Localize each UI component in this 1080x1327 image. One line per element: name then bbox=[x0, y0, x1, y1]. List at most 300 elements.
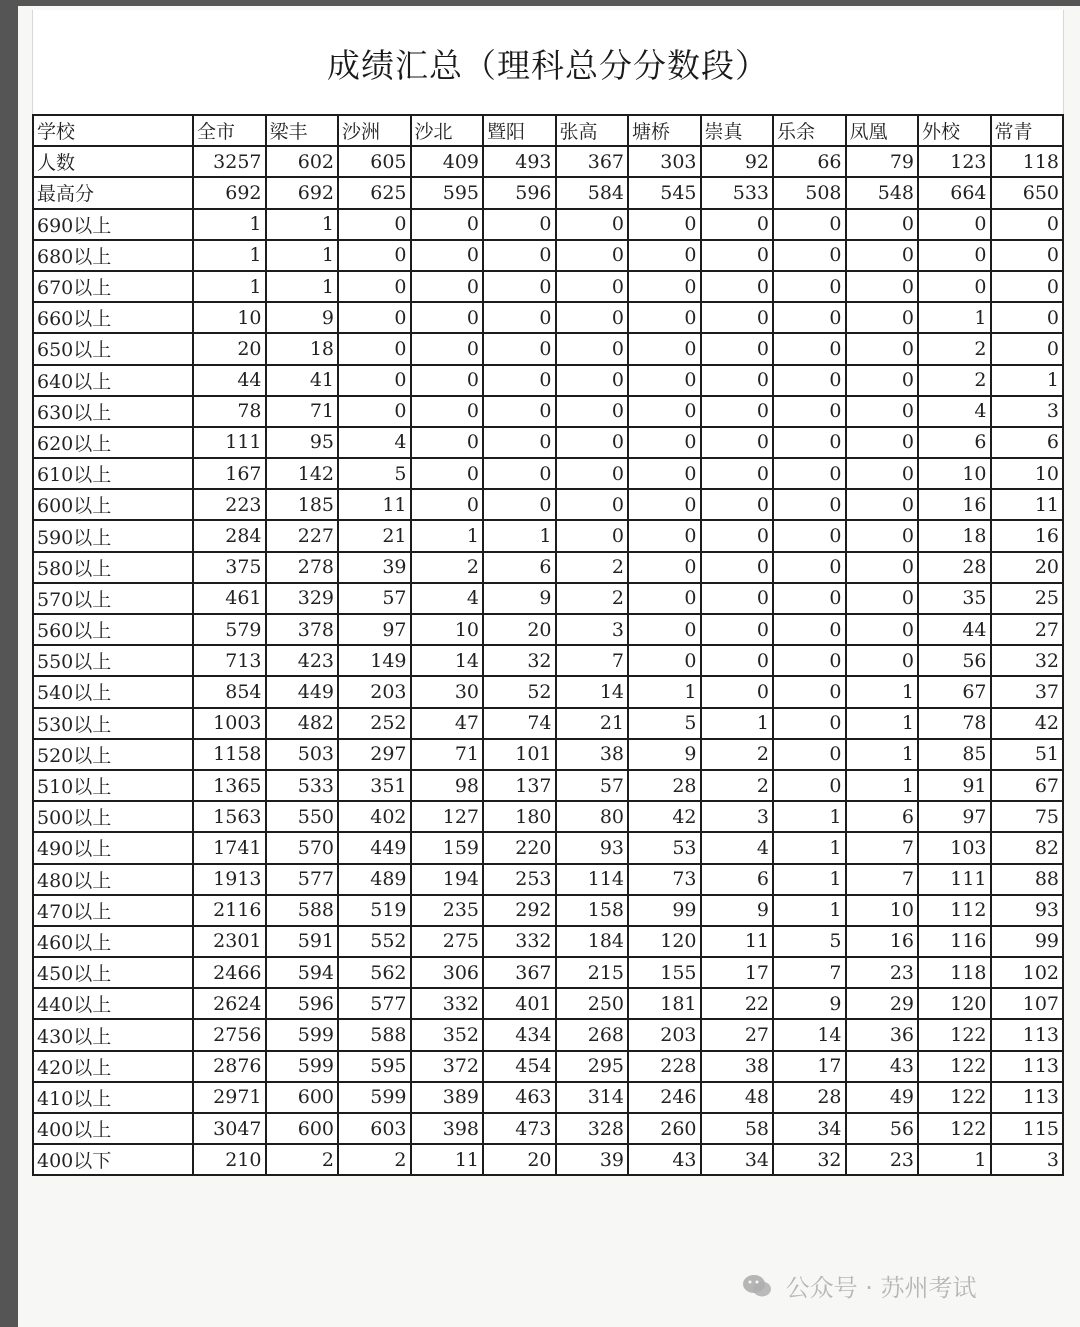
table-cell: 38 bbox=[556, 739, 629, 770]
table-cell: 0 bbox=[991, 302, 1064, 333]
table-cell: 0 bbox=[483, 396, 556, 427]
column-header: 崇真 bbox=[701, 115, 774, 146]
column-header-school: 学校 bbox=[33, 115, 193, 146]
table-cell: 548 bbox=[846, 177, 919, 208]
table-cell: 2 bbox=[556, 583, 629, 614]
table-cell: 389 bbox=[411, 1082, 484, 1113]
table-row bbox=[33, 365, 1063, 396]
table-cell: 2876 bbox=[193, 1051, 266, 1082]
table-cell: 0 bbox=[846, 396, 919, 427]
table-cell: 111 bbox=[193, 427, 266, 458]
row-label: 470以上 bbox=[33, 895, 193, 926]
table-cell: 1 bbox=[193, 240, 266, 271]
table-cell: 0 bbox=[411, 302, 484, 333]
table-cell: 29 bbox=[846, 988, 919, 1019]
table-cell: 1 bbox=[991, 365, 1064, 396]
table-cell: 0 bbox=[556, 240, 629, 271]
table-cell: 10 bbox=[991, 458, 1064, 489]
table-cell: 1741 bbox=[193, 832, 266, 863]
table-cell: 56 bbox=[918, 645, 991, 676]
table-cell: 23 bbox=[846, 1144, 919, 1175]
table-cell: 0 bbox=[701, 645, 774, 676]
table-cell: 32 bbox=[991, 645, 1064, 676]
table-cell: 0 bbox=[701, 427, 774, 458]
row-label: 460以上 bbox=[33, 926, 193, 957]
table-cell: 0 bbox=[411, 427, 484, 458]
table-row bbox=[33, 209, 1063, 240]
table-cell: 120 bbox=[628, 926, 701, 957]
table-cell: 82 bbox=[991, 832, 1064, 863]
row-label: 630以上 bbox=[33, 396, 193, 427]
table-cell: 127 bbox=[411, 801, 484, 832]
table-cell: 0 bbox=[411, 396, 484, 427]
table-cell: 113 bbox=[991, 1019, 1064, 1050]
table-cell: 11 bbox=[991, 489, 1064, 520]
table-cell: 692 bbox=[193, 177, 266, 208]
table-cell: 328 bbox=[556, 1113, 629, 1144]
table-cell: 0 bbox=[483, 458, 556, 489]
document-title: 成绩汇总（理科总分分数段） bbox=[327, 46, 769, 85]
table-cell: 101 bbox=[483, 739, 556, 770]
table-cell: 44 bbox=[193, 365, 266, 396]
row-label: 690以上 bbox=[33, 209, 193, 240]
table-cell: 0 bbox=[628, 240, 701, 271]
table-cell: 42 bbox=[628, 801, 701, 832]
table-cell: 579 bbox=[193, 614, 266, 645]
table-cell: 0 bbox=[411, 365, 484, 396]
table-cell: 16 bbox=[918, 489, 991, 520]
table-cell: 599 bbox=[266, 1051, 339, 1082]
table-cell: 47 bbox=[411, 708, 484, 739]
table-cell: 0 bbox=[846, 614, 919, 645]
table-cell: 0 bbox=[556, 520, 629, 551]
table-cell: 0 bbox=[846, 365, 919, 396]
table-cell: 92 bbox=[701, 146, 774, 177]
table-cell: 588 bbox=[266, 895, 339, 926]
table-cell: 10 bbox=[411, 614, 484, 645]
table-cell: 0 bbox=[483, 302, 556, 333]
table-row bbox=[33, 708, 1063, 739]
table-cell: 11 bbox=[701, 926, 774, 957]
table-cell: 181 bbox=[628, 988, 701, 1019]
table-row bbox=[33, 645, 1063, 676]
table-cell: 1 bbox=[193, 209, 266, 240]
table-cell: 14 bbox=[556, 676, 629, 707]
table-cell: 4 bbox=[338, 427, 411, 458]
table-row bbox=[33, 988, 1063, 1019]
table-cell: 2 bbox=[411, 552, 484, 583]
table-cell: 2 bbox=[918, 333, 991, 364]
table-cell: 306 bbox=[411, 957, 484, 988]
table-cell: 0 bbox=[701, 458, 774, 489]
table-row bbox=[33, 614, 1063, 645]
table-cell: 1 bbox=[266, 271, 339, 302]
table-cell: 0 bbox=[701, 302, 774, 333]
table-cell: 1 bbox=[411, 520, 484, 551]
table-cell: 51 bbox=[991, 739, 1064, 770]
column-header: 沙洲 bbox=[338, 115, 411, 146]
table-row bbox=[33, 1144, 1063, 1175]
row-label: 400以下 bbox=[33, 1144, 193, 1175]
table-cell: 0 bbox=[338, 209, 411, 240]
table-cell: 67 bbox=[991, 770, 1064, 801]
table-cell: 0 bbox=[411, 489, 484, 520]
table-cell: 6 bbox=[991, 427, 1064, 458]
row-label: 650以上 bbox=[33, 333, 193, 364]
table-cell: 3 bbox=[991, 396, 1064, 427]
table-cell: 0 bbox=[556, 427, 629, 458]
row-label: 600以上 bbox=[33, 489, 193, 520]
table-cell: 1 bbox=[266, 209, 339, 240]
table-cell: 332 bbox=[483, 926, 556, 957]
table-cell: 159 bbox=[411, 832, 484, 863]
table-cell: 692 bbox=[266, 177, 339, 208]
table-cell: 0 bbox=[483, 240, 556, 271]
table-cell: 378 bbox=[266, 614, 339, 645]
table-row bbox=[33, 895, 1063, 926]
table-row bbox=[33, 396, 1063, 427]
table-cell: 297 bbox=[338, 739, 411, 770]
table-cell: 99 bbox=[991, 926, 1064, 957]
table-cell: 9 bbox=[701, 895, 774, 926]
table-cell: 0 bbox=[411, 240, 484, 271]
row-label: 670以上 bbox=[33, 271, 193, 302]
row-label: 550以上 bbox=[33, 645, 193, 676]
table-cell: 0 bbox=[483, 333, 556, 364]
table-cell: 184 bbox=[556, 926, 629, 957]
table-cell: 2624 bbox=[193, 988, 266, 1019]
table-cell: 2 bbox=[701, 770, 774, 801]
table-cell: 2756 bbox=[193, 1019, 266, 1050]
table-cell: 1 bbox=[846, 739, 919, 770]
table-cell: 351 bbox=[338, 770, 411, 801]
table-cell: 3257 bbox=[193, 146, 266, 177]
table-cell: 246 bbox=[628, 1082, 701, 1113]
table-cell: 194 bbox=[411, 864, 484, 895]
row-label: 560以上 bbox=[33, 614, 193, 645]
table-cell: 71 bbox=[266, 396, 339, 427]
table-cell: 303 bbox=[628, 146, 701, 177]
table-cell: 0 bbox=[846, 333, 919, 364]
table-cell: 562 bbox=[338, 957, 411, 988]
table-row bbox=[33, 240, 1063, 271]
table-cell: 44 bbox=[918, 614, 991, 645]
table-cell: 596 bbox=[266, 988, 339, 1019]
row-label: 410以上 bbox=[33, 1082, 193, 1113]
table-cell: 0 bbox=[701, 676, 774, 707]
table-cell: 1913 bbox=[193, 864, 266, 895]
table-row bbox=[33, 489, 1063, 520]
table-cell: 0 bbox=[773, 489, 846, 520]
table-cell: 10 bbox=[193, 302, 266, 333]
table-cell: 278 bbox=[266, 552, 339, 583]
table-cell: 0 bbox=[483, 271, 556, 302]
table-cell: 149 bbox=[338, 645, 411, 676]
table-cell: 1 bbox=[773, 864, 846, 895]
table-cell: 18 bbox=[918, 520, 991, 551]
table-cell: 220 bbox=[483, 832, 556, 863]
table-cell: 0 bbox=[556, 489, 629, 520]
table-cell: 122 bbox=[918, 1082, 991, 1113]
table-cell: 0 bbox=[773, 396, 846, 427]
table-cell: 123 bbox=[918, 146, 991, 177]
table-row bbox=[33, 926, 1063, 957]
table-cell: 1 bbox=[918, 1144, 991, 1175]
table-cell: 0 bbox=[773, 770, 846, 801]
row-label: 480以上 bbox=[33, 864, 193, 895]
row-label: 450以上 bbox=[33, 957, 193, 988]
table-cell: 7 bbox=[846, 864, 919, 895]
table-cell: 114 bbox=[556, 864, 629, 895]
table-cell: 352 bbox=[411, 1019, 484, 1050]
table-cell: 508 bbox=[773, 177, 846, 208]
table-cell: 227 bbox=[266, 520, 339, 551]
row-label: 610以上 bbox=[33, 458, 193, 489]
table-cell: 0 bbox=[773, 427, 846, 458]
table-cell: 0 bbox=[846, 209, 919, 240]
table-cell: 260 bbox=[628, 1113, 701, 1144]
table-cell: 0 bbox=[991, 333, 1064, 364]
table-cell: 0 bbox=[773, 302, 846, 333]
table-cell: 4 bbox=[411, 583, 484, 614]
table-cell: 0 bbox=[846, 489, 919, 520]
table-cell: 120 bbox=[918, 988, 991, 1019]
table-cell: 9 bbox=[628, 739, 701, 770]
table-cell: 30 bbox=[411, 676, 484, 707]
table-cell: 713 bbox=[193, 645, 266, 676]
table-cell: 268 bbox=[556, 1019, 629, 1050]
table-cell: 595 bbox=[411, 177, 484, 208]
table-cell: 329 bbox=[266, 583, 339, 614]
table-cell: 215 bbox=[556, 957, 629, 988]
table-cell: 99 bbox=[628, 895, 701, 926]
table-cell: 5 bbox=[628, 708, 701, 739]
row-label: 570以上 bbox=[33, 583, 193, 614]
table-cell: 142 bbox=[266, 458, 339, 489]
table-cell: 98 bbox=[411, 770, 484, 801]
table-cell: 599 bbox=[338, 1082, 411, 1113]
table-cell: 599 bbox=[266, 1019, 339, 1050]
table-cell: 552 bbox=[338, 926, 411, 957]
table-row bbox=[33, 552, 1063, 583]
table-cell: 28 bbox=[918, 552, 991, 583]
table-cell: 210 bbox=[193, 1144, 266, 1175]
table-cell: 1563 bbox=[193, 801, 266, 832]
table-cell: 93 bbox=[991, 895, 1064, 926]
table-cell: 0 bbox=[411, 458, 484, 489]
table-cell: 0 bbox=[628, 645, 701, 676]
table-cell: 0 bbox=[991, 209, 1064, 240]
table-cell: 2116 bbox=[193, 895, 266, 926]
table-row bbox=[33, 302, 1063, 333]
table-cell: 434 bbox=[483, 1019, 556, 1050]
table-cell: 74 bbox=[483, 708, 556, 739]
table-cell: 482 bbox=[266, 708, 339, 739]
table-cell: 95 bbox=[266, 427, 339, 458]
table-cell: 16 bbox=[991, 520, 1064, 551]
table-cell: 6 bbox=[483, 552, 556, 583]
table-cell: 3047 bbox=[193, 1113, 266, 1144]
table-cell: 0 bbox=[411, 271, 484, 302]
table-cell: 0 bbox=[483, 427, 556, 458]
table-cell: 17 bbox=[773, 1051, 846, 1082]
table-cell: 0 bbox=[556, 396, 629, 427]
row-label: 500以上 bbox=[33, 801, 193, 832]
row-label: 430以上 bbox=[33, 1019, 193, 1050]
table-cell: 625 bbox=[338, 177, 411, 208]
table-cell: 0 bbox=[846, 583, 919, 614]
table-row bbox=[33, 864, 1063, 895]
table-row bbox=[33, 146, 1063, 177]
row-label: 640以上 bbox=[33, 365, 193, 396]
table-cell: 0 bbox=[846, 645, 919, 676]
table-cell: 28 bbox=[773, 1082, 846, 1113]
column-header: 乐余 bbox=[773, 115, 846, 146]
table-cell: 0 bbox=[628, 552, 701, 583]
table-cell: 43 bbox=[628, 1144, 701, 1175]
table-cell: 20 bbox=[991, 552, 1064, 583]
table-cell: 650 bbox=[991, 177, 1064, 208]
table-cell: 401 bbox=[483, 988, 556, 1019]
title-area bbox=[32, 10, 1064, 114]
table-cell: 0 bbox=[628, 209, 701, 240]
table-cell: 493 bbox=[483, 146, 556, 177]
table-cell: 252 bbox=[338, 708, 411, 739]
table-cell: 0 bbox=[773, 458, 846, 489]
table-cell: 20 bbox=[193, 333, 266, 364]
table-cell: 71 bbox=[411, 739, 484, 770]
table-cell: 36 bbox=[846, 1019, 919, 1050]
table-cell: 103 bbox=[918, 832, 991, 863]
table-cell: 0 bbox=[773, 271, 846, 302]
table-cell: 25 bbox=[991, 583, 1064, 614]
table-cell: 594 bbox=[266, 957, 339, 988]
table-cell: 0 bbox=[483, 489, 556, 520]
table-cell: 97 bbox=[918, 801, 991, 832]
table-cell: 1 bbox=[846, 676, 919, 707]
row-label: 510以上 bbox=[33, 770, 193, 801]
table-cell: 155 bbox=[628, 957, 701, 988]
table-cell: 85 bbox=[918, 739, 991, 770]
table-cell: 10 bbox=[918, 458, 991, 489]
table-cell: 52 bbox=[483, 676, 556, 707]
table-row bbox=[33, 583, 1063, 614]
table-cell: 1 bbox=[773, 895, 846, 926]
row-label: 580以上 bbox=[33, 552, 193, 583]
document-page bbox=[18, 6, 1080, 1327]
table-cell: 5 bbox=[338, 458, 411, 489]
table-cell: 79 bbox=[846, 146, 919, 177]
table-cell: 0 bbox=[991, 240, 1064, 271]
table-cell: 7 bbox=[773, 957, 846, 988]
table-cell: 21 bbox=[338, 520, 411, 551]
table-cell: 3 bbox=[701, 801, 774, 832]
table-cell: 6 bbox=[918, 427, 991, 458]
table-row bbox=[33, 1019, 1063, 1050]
table-cell: 0 bbox=[628, 365, 701, 396]
table-cell: 2 bbox=[556, 552, 629, 583]
watermark-text: 公众号 · 苏州考试 bbox=[785, 1274, 977, 1302]
table-cell: 116 bbox=[918, 926, 991, 957]
table-cell: 0 bbox=[411, 333, 484, 364]
table-cell: 3 bbox=[556, 614, 629, 645]
table-cell: 57 bbox=[556, 770, 629, 801]
table-cell: 58 bbox=[701, 1113, 774, 1144]
table-cell: 533 bbox=[701, 177, 774, 208]
table-cell: 0 bbox=[628, 583, 701, 614]
table-cell: 0 bbox=[773, 708, 846, 739]
table-cell: 0 bbox=[846, 458, 919, 489]
table-cell: 0 bbox=[701, 209, 774, 240]
table-cell: 503 bbox=[266, 739, 339, 770]
row-label: 440以上 bbox=[33, 988, 193, 1019]
table-cell: 250 bbox=[556, 988, 629, 1019]
table-cell: 0 bbox=[846, 271, 919, 302]
table-cell: 0 bbox=[701, 614, 774, 645]
table-cell: 0 bbox=[846, 520, 919, 551]
table-cell: 0 bbox=[628, 396, 701, 427]
table-cell: 7 bbox=[846, 832, 919, 863]
table-cell: 39 bbox=[556, 1144, 629, 1175]
table-cell: 20 bbox=[483, 614, 556, 645]
table-cell: 1 bbox=[918, 302, 991, 333]
table-row bbox=[33, 333, 1063, 364]
table-cell: 0 bbox=[773, 739, 846, 770]
table-cell: 35 bbox=[918, 583, 991, 614]
table-cell: 21 bbox=[556, 708, 629, 739]
table-cell: 0 bbox=[773, 209, 846, 240]
table-cell: 550 bbox=[266, 801, 339, 832]
table-cell: 0 bbox=[701, 583, 774, 614]
table-cell: 16 bbox=[846, 926, 919, 957]
table-cell: 203 bbox=[338, 676, 411, 707]
table-cell: 489 bbox=[338, 864, 411, 895]
table-row bbox=[33, 427, 1063, 458]
table-cell: 292 bbox=[483, 895, 556, 926]
table-cell: 4 bbox=[701, 832, 774, 863]
table-cell: 102 bbox=[991, 957, 1064, 988]
table-cell: 4 bbox=[918, 396, 991, 427]
table-cell: 0 bbox=[628, 489, 701, 520]
table-cell: 1 bbox=[846, 770, 919, 801]
table-cell: 14 bbox=[411, 645, 484, 676]
table-cell: 0 bbox=[338, 302, 411, 333]
table-cell: 0 bbox=[701, 271, 774, 302]
column-header: 外校 bbox=[918, 115, 991, 146]
column-header: 全市 bbox=[193, 115, 266, 146]
table-cell: 27 bbox=[991, 614, 1064, 645]
table-cell: 473 bbox=[483, 1113, 556, 1144]
table-cell: 80 bbox=[556, 801, 629, 832]
table-cell: 0 bbox=[628, 333, 701, 364]
table-cell: 1158 bbox=[193, 739, 266, 770]
table-row bbox=[33, 957, 1063, 988]
table-row bbox=[33, 458, 1063, 489]
table-cell: 9 bbox=[483, 583, 556, 614]
row-label: 680以上 bbox=[33, 240, 193, 271]
table-cell: 22 bbox=[701, 988, 774, 1019]
table-cell: 137 bbox=[483, 770, 556, 801]
table-cell: 39 bbox=[338, 552, 411, 583]
table-cell: 57 bbox=[338, 583, 411, 614]
table-cell: 600 bbox=[266, 1082, 339, 1113]
table-cell: 570 bbox=[266, 832, 339, 863]
table-cell: 372 bbox=[411, 1051, 484, 1082]
table-row bbox=[33, 520, 1063, 551]
table-cell: 1 bbox=[773, 801, 846, 832]
table-cell: 584 bbox=[556, 177, 629, 208]
table-cell: 600 bbox=[266, 1113, 339, 1144]
